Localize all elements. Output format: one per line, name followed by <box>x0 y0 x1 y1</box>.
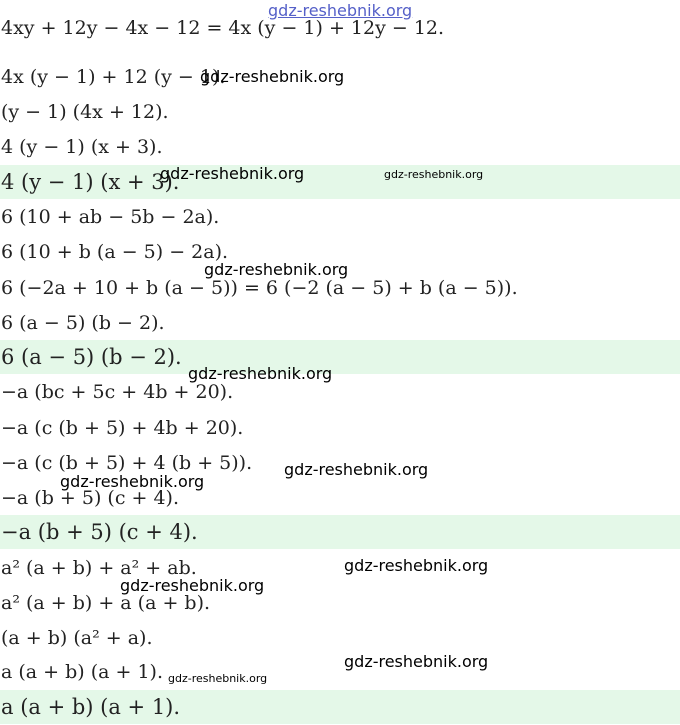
solution-line-5: 6 (10 + ab − 5b − 2a). <box>1 206 220 228</box>
watermark: gdz-reshebnik.org <box>168 672 268 685</box>
watermark: gdz-reshebnik.org <box>160 164 305 183</box>
watermark: gdz-reshebnik.org <box>188 364 333 383</box>
watermark: gdz-reshebnik.org <box>284 460 429 479</box>
solution-line-7: 6 (−2a + 10 + b (a − 5)) = 6 (−2 (a − 5) + b (a − 5)). <box>1 277 518 299</box>
solution-line-8: 6 (a − 5) (b − 2). <box>1 312 165 334</box>
watermark: gdz-reshebnik.org <box>60 472 205 491</box>
solution-line-16: a (a + b) (a + 1). <box>1 661 164 683</box>
answer-line-4: a (a + b) (a + 1). <box>0 690 680 724</box>
watermark: gdz-reshebnik.org <box>344 556 489 575</box>
solution-line-10: −a (c (b + 5) + 4b + 20). <box>1 417 244 439</box>
watermark: gdz-reshebnik.org <box>204 260 349 279</box>
solution-line-13: a² (a + b) + a² + ab. <box>1 557 197 579</box>
solution-line-14: a² (a + b) + a (a + b). <box>1 592 211 614</box>
answer-line-3: −a (b + 5) (c + 4). <box>0 515 680 549</box>
solution-line-12: −a (b + 5) (c + 4). <box>1 487 179 509</box>
solution-line-11: −a (c (b + 5) + 4 (b + 5)). <box>1 452 253 474</box>
watermark: gdz-reshebnik.org <box>384 168 484 181</box>
solution-line-2: 4x (y − 1) + 12 (y − 1). <box>1 66 226 88</box>
watermark: gdz-reshebnik.org <box>200 67 345 86</box>
solution-line-4: 4 (y − 1) (x + 3). <box>1 136 163 158</box>
solution-line-1: 4xy + 12y − 4x − 12 = 4x (y − 1) + 12y − 12. <box>1 17 445 39</box>
solution-line-6: 6 (10 + b (a − 5) − 2a). <box>1 241 229 263</box>
solution-line-9: −a (bc + 5c + 4b + 20). <box>1 381 234 403</box>
answer-line-2: 6 (a − 5) (b − 2). <box>0 340 680 374</box>
solution-line-15: (a + b) (a² + a). <box>1 627 153 649</box>
watermark-top: gdz-reshebnik.org <box>268 1 413 20</box>
solution-line-3: (y − 1) (4x + 12). <box>1 101 169 123</box>
answer-line-1: 4 (y − 1) (x + 3). <box>0 165 680 199</box>
watermark: gdz-reshebnik.org <box>120 576 265 595</box>
watermark: gdz-reshebnik.org <box>344 652 489 671</box>
